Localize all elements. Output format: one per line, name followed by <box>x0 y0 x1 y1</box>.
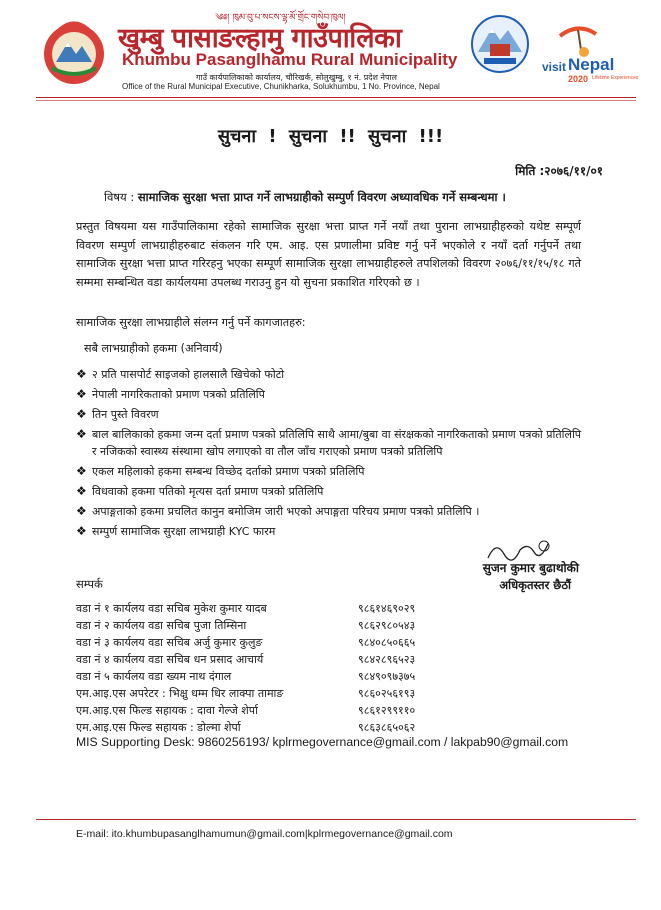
contact-name: वडा नं १ कार्यलय वडा सचिब मुकेश कुमार यादब <box>76 602 267 615</box>
footer-email: E-mail: ito.khumbupasanglhamumun@gmail.com|kplrmegovernance@gmail.com <box>76 828 453 840</box>
document-list-item <box>76 483 586 500</box>
contact-name: वडा नं २ कार्यलय वडा सचिब पुजा तिम्सिना <box>76 619 247 632</box>
contact-name: एम.आइ.एस अपरेटर : भिक्षु धम्म धिर लाक्पा तामाङ <box>76 687 284 700</box>
contact-name: वडा नं ५ कार्यलय वडा ख्यम नाथ दंगाल <box>76 670 232 683</box>
nepal-label: Nepal <box>568 55 615 74</box>
header-tibetan-line: ༄༅། ཁུམ་བུ་པ་སངས་ལྷ་མོ་གྲོང་གསེབ་ཁུལ། <box>215 13 346 23</box>
document-item-text: नेपाली नागरिकताको प्रमाण पत्रको प्रतिलिपि <box>92 388 265 401</box>
diamond-bullet-icon: ❖ <box>76 464 87 478</box>
contact-table <box>76 600 415 736</box>
municipality-seal-logo <box>470 12 530 78</box>
document-item-text: एकल महिलाको हकमा सम्बन्ध विच्छेद दर्ताको प्रमाण पत्रको प्रतिलिपि <box>92 465 365 478</box>
nepal-emblem-logo <box>38 16 110 88</box>
footer-rule <box>36 819 636 820</box>
contact-name: एम.आइ.एस फिल्ड सहायक : दावा गेल्जे शेर्पा <box>76 704 258 717</box>
contact-name: एम.आइ.एस फिल्ड सहायक : डोल्मा शेर्पा <box>76 721 241 734</box>
document-list-item <box>76 503 586 520</box>
diamond-bullet-icon: ❖ <box>76 407 87 421</box>
header-rule-secondary <box>36 100 636 101</box>
document-item-text: सम्पुर्ण सामाजिक सुरक्षा लाभग्राही KYC फारम <box>92 525 276 538</box>
contact-phone: ९८४९०९७३७५ <box>358 670 416 683</box>
contact-row <box>76 634 415 651</box>
diamond-bullet-icon: ❖ <box>76 504 87 518</box>
signatory-title: अधिकृतस्तर छैठौं <box>499 578 571 592</box>
notice-title: सुचना ! सुचना !! सुचना !!! <box>217 126 444 147</box>
document-item-text: २ प्रति पासपोर्ट साइजको हालसालै खिचेको फोटो <box>92 368 285 381</box>
document-list-item <box>76 426 586 460</box>
document-list-item <box>76 386 586 403</box>
municipality-name-nepali: खुम्बु पासाङल्हामु गाउँपालिका <box>118 23 402 54</box>
contact-row <box>76 617 415 634</box>
subject-text: सामाजिक सुरक्षा भत्ता प्राप्त गर्ने लाभग्राहीको सम्पुर्ण विवरण अध्यावधिक गर्ने सम्बन्धमा । <box>137 190 506 204</box>
documents-intro: सामाजिक सुरक्षा लाभग्राहीले संलग्न गर्नु पर्ने कागजातहरु: <box>76 316 306 329</box>
visit-tagline-label: Lifetime Experiences <box>592 75 639 81</box>
contact-phone: ९८६१२९९११० <box>358 704 416 717</box>
document-list-item <box>76 406 586 423</box>
contact-phone: ९८४०८५०६६५ <box>358 636 416 649</box>
diamond-bullet-icon: ❖ <box>76 367 87 381</box>
contact-phone: ९८६२९८०५४३ <box>358 619 416 632</box>
office-address-english: Office of the Rural Municipal Executive, Chunikharka, Solukhumbu, 1 No. Province, Nepal <box>122 82 440 91</box>
contact-name: वडा नं ३ कार्यलय वडा सचिब अर्जु कुमार कुलुङ <box>76 636 263 649</box>
visit-year-label: 2020 <box>568 74 589 84</box>
contact-row <box>76 651 415 668</box>
contact-row <box>76 719 415 736</box>
header-rule <box>36 97 636 98</box>
contact-row <box>76 668 415 685</box>
subject-label: विषय : <box>104 190 135 204</box>
contact-phone: ९८६१४६९०२९ <box>358 602 416 615</box>
contact-row <box>76 702 415 719</box>
notice-date: मिति :२०७६/११/०१ <box>515 164 603 178</box>
contact-row <box>76 685 415 702</box>
diamond-bullet-icon: ❖ <box>76 484 87 498</box>
documents-subheading: सबै लाभग्राहीको हकमा (अनिवार्य) <box>84 342 223 355</box>
diamond-bullet-icon: ❖ <box>76 427 87 441</box>
municipality-name-english: Khumbu Pasanglhamu Rural Municipality <box>122 50 458 69</box>
notice-subject <box>104 190 506 205</box>
visit-label: visit <box>542 60 567 74</box>
notice-body: प्रस्तुत विषयमा यस गाउँपालिकामा रहेको सामाजिक सुरक्षा भत्ता प्राप्त गर्ने नयाँ तथा पुराना लाभग्राहीहरुको यथेष्ट सम्पूर्ण विवरण सम्पुर्ण लाभग्राहीहरुबाट संकलन गरि एम. आइ. एस प्रणालीमा प्रविष्ट गर्नु पर्ने भएकोले र नयाँ दर्ता गर्नुपर्ने तथा सामाजिक सुरक्षा भत्ता प्राप्त गरिरहनु भएका सम्पूर्ण सामाजिक सुरक्षा लाभग्राहीहरुले तपशिलको विवरण २०७६/११/१५/१८ गते सम्ममा सम्बन्धित वडा कार्यलयमा उपलब्ध गराउनु हुन यो सुचना प्रकाशित गरिएको छ । <box>76 220 581 289</box>
diamond-bullet-icon: ❖ <box>76 524 87 538</box>
documents-list <box>76 366 586 543</box>
contact-row <box>76 600 415 617</box>
contact-phone: ९८६०२५६१९३ <box>358 687 416 700</box>
office-address-nepali: गाउँ कार्यपालिकाको कार्यालय, चौरिखर्क, सोलुखुम्बु, १ नं. प्रदेश नेपाल <box>196 73 397 82</box>
document-item-text: बाल बालिकाको हकमा जन्म दर्ता प्रमाण पत्रको प्रतिलिपि साथै आमा/बुबा वा संरक्षकको नागरिकताको प्रमाण पत्रको प्रतिलिपि र नजिकको स्वास्थ्य संस्थामा खोप लगाएको वा तौल जाँच गराएको प्रमाण पत्रको प्रतिलिपि <box>92 428 582 458</box>
contact-heading: सम्पर्क <box>76 577 103 591</box>
document-list-item <box>76 463 586 480</box>
document-list-item <box>76 366 586 383</box>
document-item-text: तिन पुस्ते विवरण <box>92 408 159 421</box>
signatory-name: सुजन कुमार बुढाथोकी <box>482 561 579 575</box>
contact-name: वडा नं ४ कार्यलय वडा सचिब धन प्रसाद आचार्य <box>76 653 264 666</box>
document-item-text: अपाङ्गताको हकमा प्रचलित कानुन बमोजिम जारी भएको अपाङ्गता परिचय प्रमाण पत्रको प्रतिलिपि । <box>92 505 480 518</box>
mis-supporting-desk: MIS Supporting Desk: 9860256193/ kplrmegovernance@gmail.com / lakpab90@gmail.com <box>76 735 569 749</box>
diamond-bullet-icon: ❖ <box>76 387 87 401</box>
visit-nepal-logo <box>538 22 638 84</box>
document-item-text: विधवाको हकमा पतिको मृत्यस दर्ता प्रमाण पत्रको प्रतिलिपि <box>92 485 324 498</box>
contact-phone: ९८४२८९६५२३ <box>358 653 416 666</box>
contact-phone: ९८६३८६५०६२ <box>358 721 416 734</box>
